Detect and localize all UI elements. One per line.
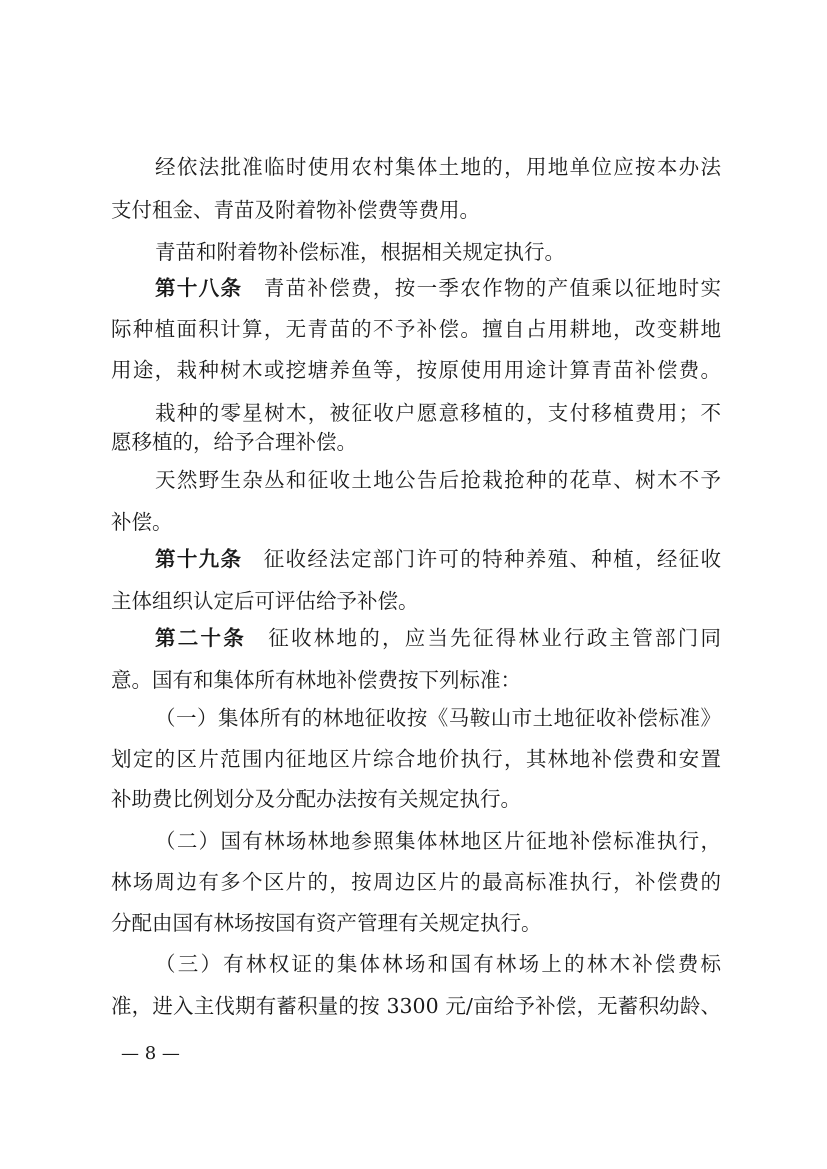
body-line: （三）有林权证的集体林场和国有林场上的林木补偿费标 — [155, 952, 721, 976]
body-text: 青苗补偿费，按一季农作物的产值乘以征地时实 — [262, 276, 722, 300]
body-line: 愿移植的，给予合理补偿。 — [111, 430, 357, 454]
body-text: 征收经法定部门许可的特种养殖、种植，经征收 — [262, 547, 722, 571]
body-line: （二）国有林场林地参照集体林地区片征地补偿标准执行， — [155, 829, 721, 853]
article-18 — [155, 275, 721, 301]
body-line: 经依法批准临时使用农村集体土地的，用地单位应按本办法 — [155, 155, 721, 179]
article-20 — [155, 625, 721, 651]
body-line: 划定的区片范围内征地区片综合地价执行，其林地补偿费和安置 — [111, 747, 721, 771]
article-19 — [155, 546, 721, 572]
body-line: 补助费比例划分及分配办法按有关规定执行。 — [111, 787, 521, 811]
body-line: 林场周边有多个区片的，按周边区片的最高标准执行，补偿费的 — [111, 870, 721, 894]
body-line: 支付租金、青苗及附着物补偿费等费用。 — [111, 198, 480, 222]
body-line: 栽种的零星树木，被征收户愿意移植的，支付移植费用；不 — [155, 401, 721, 425]
body-line: 际种植面积计算，无青苗的不予补偿。擅自占用耕地，改变耕地 — [111, 317, 721, 341]
body-line: 意。国有和集体所有林地补偿费按下列标准： — [111, 668, 521, 692]
body-line: 准，进入主伐期有蓄积量的按 3300 元/亩给予补偿，无蓄积幼龄、 — [111, 994, 721, 1018]
page-number: — 8 — — [121, 1043, 180, 1064]
article-heading: 第二十条 — [155, 626, 246, 650]
body-line: 分配由国有林场按国有资产管理有关规定执行。 — [111, 911, 542, 935]
article-heading: 第十八条 — [155, 276, 243, 300]
body-line: 天然野生杂丛和征收土地公告后抢栽抢种的花草、树木不予 — [155, 468, 721, 492]
body-line: （一）集体所有的林地征收按《马鞍山市土地征收补偿标准》 — [155, 706, 721, 730]
body-line: 青苗和附着物补偿标准，根据相关规定执行。 — [155, 240, 565, 264]
body-text: 征收林地的，应当先征得林业行政主管部门同 — [266, 626, 721, 650]
body-line: 用途，栽种树木或挖塘养鱼等，按原使用用途计算青苗补偿费。 — [111, 358, 721, 382]
body-line: 主体组织认定后可评估给予补偿。 — [111, 589, 419, 613]
article-heading: 第十九条 — [155, 547, 243, 571]
body-line: 补偿。 — [111, 510, 173, 534]
